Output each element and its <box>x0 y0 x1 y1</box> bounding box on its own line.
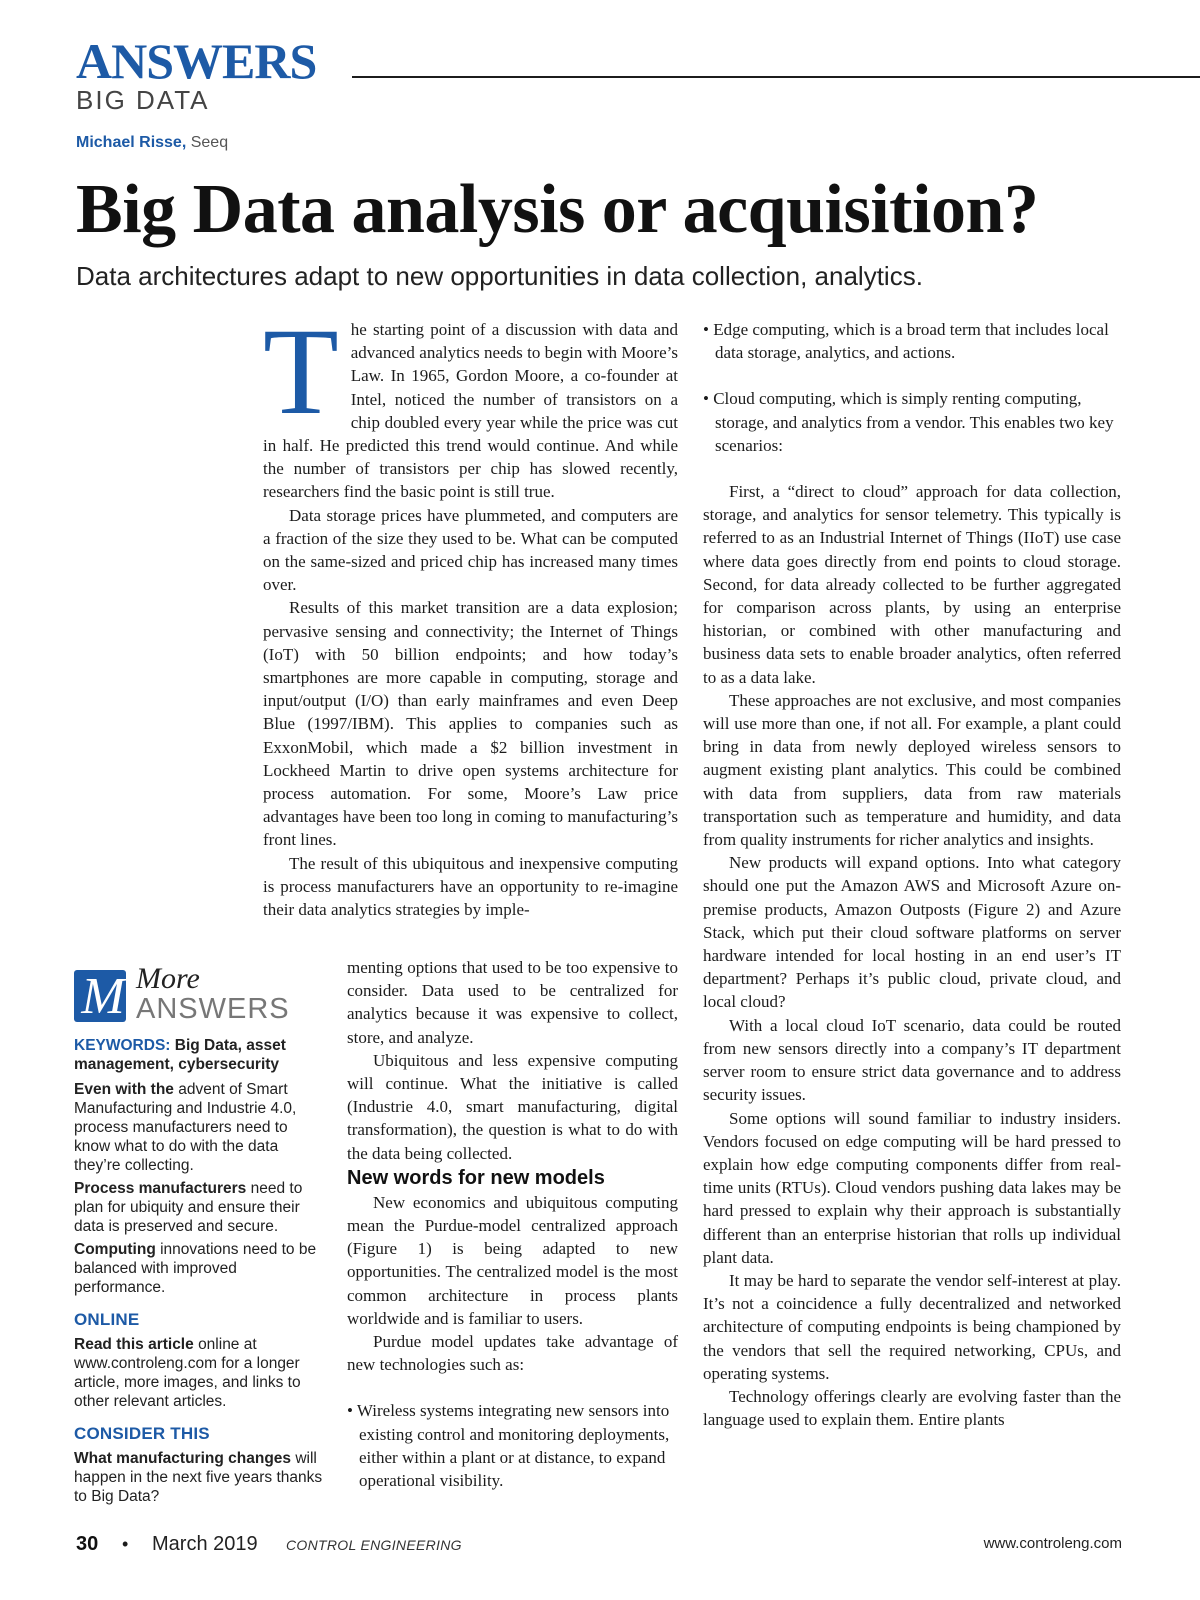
sidebar-item-text: need to plan for ubiquity and ensure their data is preserved and secure. <box>74 1180 303 1235</box>
paragraph: The result of this ubiquitous and inexpensive computing is process manufacturers have an opportunity to re-imagine their data analytics strategies by imple- <box>263 853 678 920</box>
column-right <box>703 318 1121 1431</box>
section-title: ANSWERS <box>76 33 317 89</box>
paragraph: Results of this market transition are a data explosion; pervasive sensing and connectivity; the Internet of Things (IoT) with 50 billion endpoints; and how today’s smartphones are more capable in computing, storage and input/output (I/O) than early mainframes and even Deep Blue (1997/IBM). This applies to companies such as ExxonMobil, which made a $2 billion investment in Lockheed Martin to drive open systems architecture for process automation. For some, Moore’s Law price advantages have been too long in coming to manufacturing’s front lines. <box>263 598 678 850</box>
paragraph: New products will expand options. Into what category should one put the Amazon AWS and Microsoft Azure on-premise products, Amazon Outposts (Figure 2) and Azure Stack, which put their cloud software platforms on server hardware intended for local hosting in an end user’s IT department? Perhaps it’s public cloud, private cloud, and local cloud? <box>703 853 1121 1012</box>
sidebar-item <box>74 1240 324 1297</box>
header-rule <box>352 76 1200 78</box>
logo-answers-word: ANSWERS <box>136 993 290 1025</box>
drop-cap: T <box>263 303 339 440</box>
paragraph: Technology offerings clearly are evolving faster than the language used to explain them. Entire plants <box>703 1386 1121 1430</box>
online-link-text[interactable]: online at www.controleng.com for a longer article, more images, and links to other relevant articles. <box>74 1336 301 1410</box>
paragraph: First, a “direct to cloud” approach for data collection, storage, and analytics for sensor telemetry. This typically is referred to as an Industrial Internet of Things (IIoT) use case where data goes directly from end points to cloud storage. Second, for data already collected to be further aggregated for comparison across plants, by using an enterprise historian, or combined with other manufacturing and business data sets to enable broader analytics, often referred to as a data lake. <box>703 482 1121 687</box>
more-answers-sidebar <box>74 962 324 1506</box>
keywords <box>74 1036 324 1074</box>
sidebar-item-text: innovations need to be balanced with improved performance. <box>74 1241 317 1296</box>
bullet-item: • Edge computing, which is a broad term that includes local data storage, analytics, and actions. <box>703 320 1109 363</box>
page-footer <box>76 1530 1122 1558</box>
paragraph: These approaches are not exclusive, and most companies will use more than one, if not all. For example, a plant could bring in data from newly deployed wireless sensors to augment existing plant analytics. This could be combined with data from suppliers, data from raw materials transportation such as temperature and humidity, and data from quality instruments for richer analytics and insights. <box>703 690 1121 850</box>
paragraph: Ubiquitous and less expensive computing will continue. What the initiative is called (Industrie 4.0, smart manufacturing, digital transformation), the question is what to do with the data being collected. <box>347 1050 678 1163</box>
column-middle-top <box>263 303 678 921</box>
sidebar-item-lead: Process manufacturers <box>74 1180 247 1197</box>
logo-more-word: More <box>136 962 200 995</box>
paragraph: With a local cloud IoT scenario, data could be routed from new sensors directly into a company’s IT department server room to ensure strict data governance and to address security issues. <box>703 1015 1121 1105</box>
sidebar-item <box>74 1080 324 1175</box>
online-lead: Read this article <box>74 1336 194 1353</box>
website-link[interactable]: www.controleng.com <box>983 1535 1122 1552</box>
section-subhead: New words for new models <box>347 1166 605 1189</box>
section-subtitle: BIG DATA <box>76 85 210 115</box>
sidebar-item-text: advent of Smart Manufacturing and Industrie 4.0, process manufacturers need to know what to do with the data they’re collecting. <box>74 1081 297 1174</box>
more-answers-logo <box>74 962 324 1026</box>
paragraph: he starting point of a discussion with data and advanced analytics needs to begin with Moore’s Law. In 1965, Gordon Moore, a co-founder at Intel, noticed the number of transistors on a chip doubled every year while the price was cut in half. He predicted this trend would continue. And while the number of transistors per chip has slowed recently, researchers find the basic point is still true. <box>263 320 678 502</box>
article-deck: Data architectures adapt to new opportunities in data collection, analytics. <box>76 261 923 291</box>
bullet-item: • Cloud computing, which is simply renting computing, storage, and analytics from a vendor. This enables two key scenarios: <box>703 389 1114 455</box>
sidebar-item <box>74 1179 324 1236</box>
m-logo-letter: M <box>81 968 125 1025</box>
issue-date: March 2019 <box>152 1533 258 1555</box>
keywords-label: KEYWORDS: <box>74 1037 171 1054</box>
consider-lead: What manufacturing changes <box>74 1450 292 1467</box>
bullet-item: • Wireless systems integrating new sensors into existing control and monitoring deployments, either within a plant or at distance, to expand operational visibility. <box>347 1401 670 1491</box>
consider-text <box>74 1449 324 1506</box>
article-headline: Big Data analysis or acquisition? <box>76 171 1039 248</box>
page-number: 30 <box>76 1533 99 1555</box>
column-middle-bottom <box>347 956 678 1492</box>
footer-bullet: • <box>122 1534 129 1554</box>
online-text <box>74 1335 324 1411</box>
author-organization: Seeq <box>190 134 229 151</box>
paragraph: menting options that used to be too expensive to consider. Data used to be centralized for analytics because it was expensive to collect, store, and analyze. <box>347 958 678 1047</box>
consider-heading: CONSIDER THIS <box>74 1424 210 1443</box>
paragraph: It may be hard to separate the vendor self-interest at play. It’s not a coincidence a fully decentralized and networked architecture of computing endpoints is being championed by the vendors that sell the required networking, CPUs, and operating systems. <box>703 1270 1121 1383</box>
paragraph: Some options will sound familiar to industry insiders. Vendors focused on edge computing will be hard pressed to explain how edge computing components differ from real-time units (RTUs). Cloud vendors pushing data lakes may be hard pressed to explain why their approach is substantially different than an enterprise historian that rolls up individual plant data. <box>703 1108 1121 1267</box>
paragraph: New economics and ubiquitous computing mean the Purdue-model centralized approach (Figure 1) is being adapted to new opportunities. The centralized model is the most common architecture in process plants worldwide and is familiar to users. <box>347 1192 678 1328</box>
online-heading: ONLINE <box>74 1310 140 1329</box>
author-name: Michael Risse, <box>76 134 187 151</box>
keywords-list: Big Data, asset management, cybersecurity <box>74 1037 286 1073</box>
paragraph: Purdue model updates take advantage of new technologies such as: <box>347 1332 678 1375</box>
byline <box>76 133 228 153</box>
publication-name: CONTROL ENGINEERING <box>286 1537 462 1553</box>
paragraph: Data storage prices have plummeted, and computers are a fraction of the size they used to be. What can be computed on the same-sized and priced chip has increased many times over. <box>263 505 678 595</box>
sidebar-item-lead: Even with the <box>74 1081 174 1098</box>
sidebar-item-lead: Computing <box>74 1241 156 1258</box>
consider-question: will happen in the next five years thanks to Big Data? <box>74 1450 323 1505</box>
